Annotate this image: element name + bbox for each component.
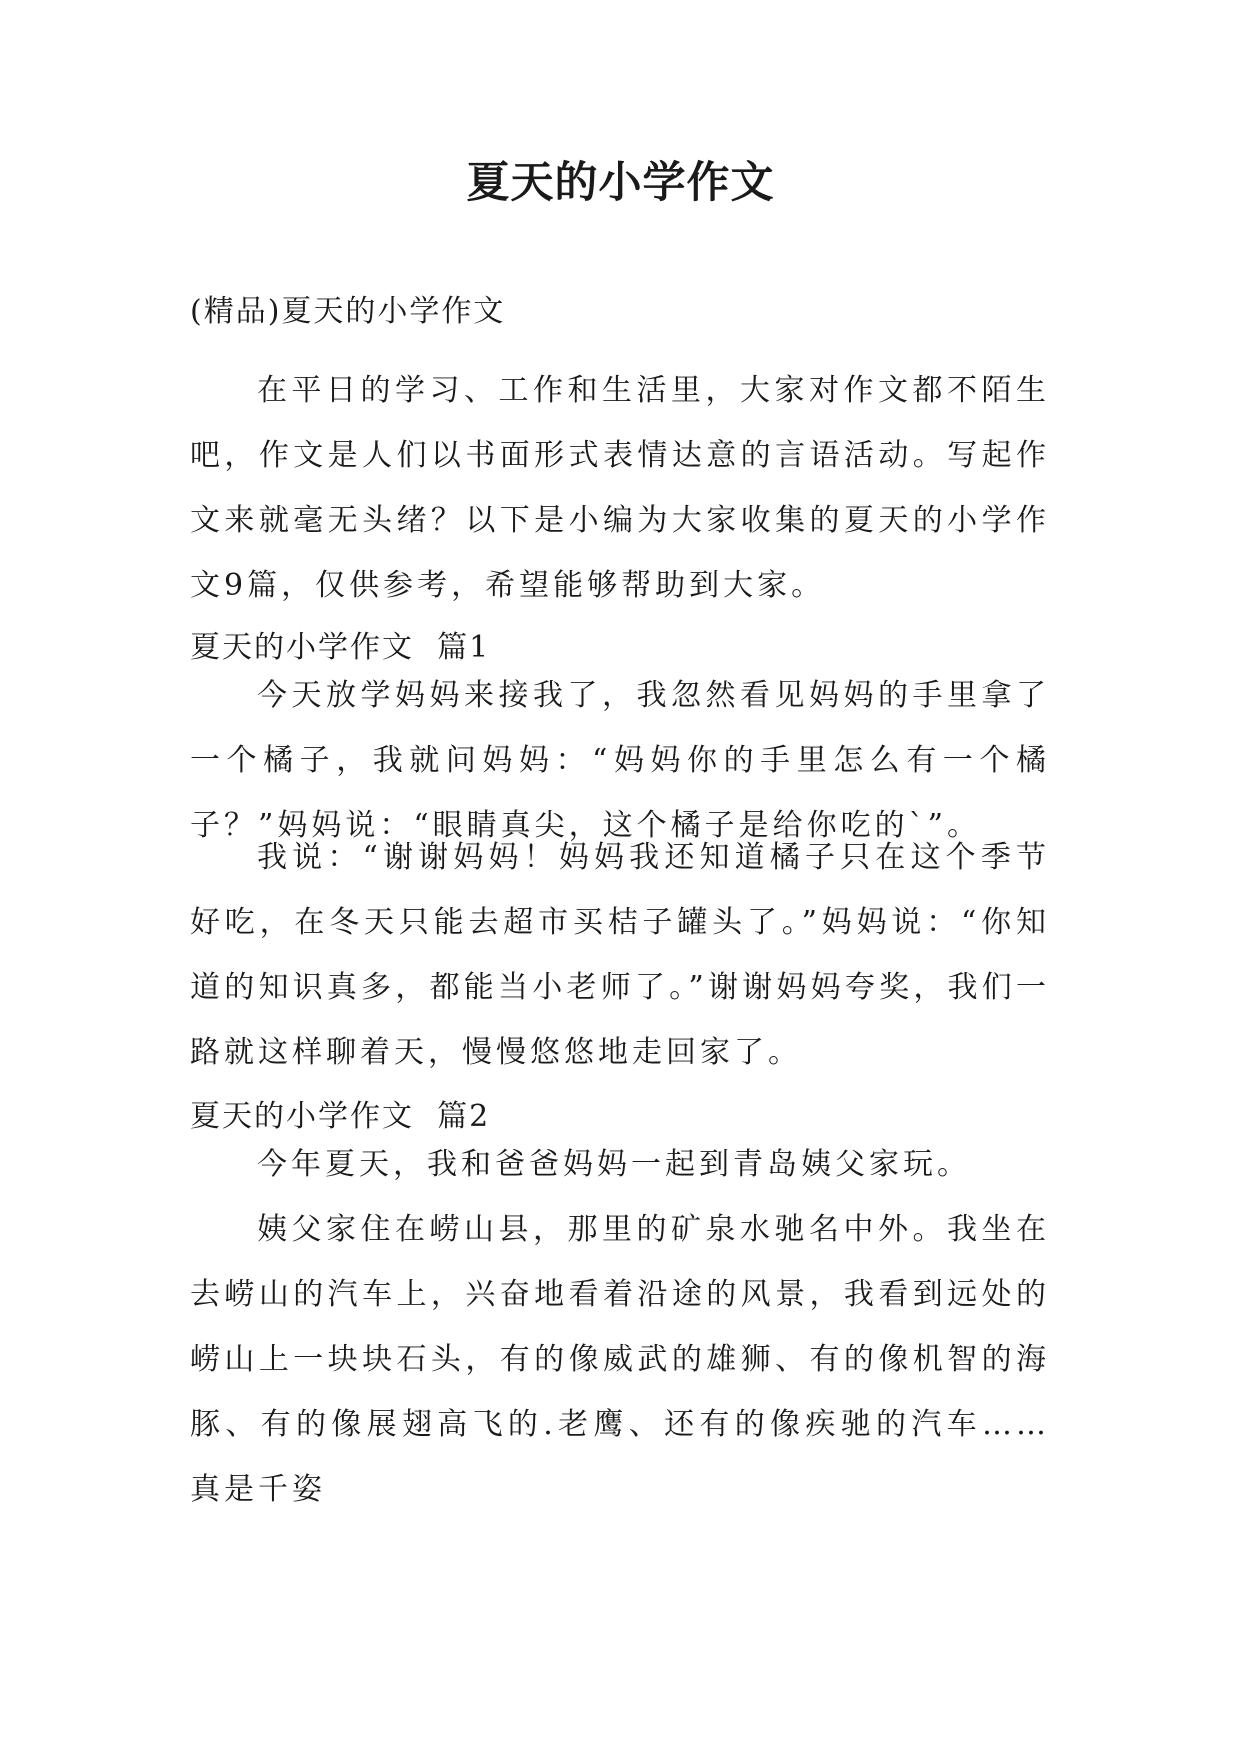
section-heading-2: 夏天的小学作文 篇2 [190, 1099, 491, 1134]
section-heading-1: 夏天的小学作文 篇1 [190, 630, 491, 665]
document-subtitle: (精品)夏天的小学作文 [190, 294, 506, 329]
intro-paragraph: 在平日的学习、工作和生活里，大家对作文都不陌生吧，作文是人们以书面形式表情达意的言语活动。写起作文来就毫无头绪？以下是小编为大家收集的夏天的小学作文9篇，仅供参考，希望能够帮助到大家。 [190, 373, 1050, 603]
page-title: 夏天的小学作文 [466, 158, 775, 208]
section-1-paragraph-1: 今天放学妈妈来接我了，我忽然看见妈妈的手里拿了一个橘子，我就问妈妈：“妈妈你的手里怎么有一个橘子？”妈妈说：“眼睛真尖，这个橘子是给你吃的`”。 [190, 678, 1050, 843]
section-2-paragraph-1: 今年夏天，我和爸爸妈妈一起到青岛姨父家玩。 [257, 1147, 971, 1182]
section-1-paragraph-2: 我说：“谢谢妈妈！妈妈我还知道橘子只在这个季节好吃，在冬天只能去超市买桔子罐头了。”妈妈说：“你知道的知识真多，都能当小老师了。”谢谢妈妈夸奖，我们一路就这样聊着天，慢慢悠悠地走回家了。 [190, 840, 1050, 1070]
section-2-paragraph-2: 姨父家住在崂山县，那里的矿泉水驰名中外。我坐在去崂山的汽车上，兴奋地看着沿途的风景，我看到远处的崂山上一块块石头，有的像威武的雄狮、有的像机智的海豚、有的像展翅高飞的.老鹰、还有的像疾驰的汽车……真是千姿 [190, 1212, 1050, 1507]
